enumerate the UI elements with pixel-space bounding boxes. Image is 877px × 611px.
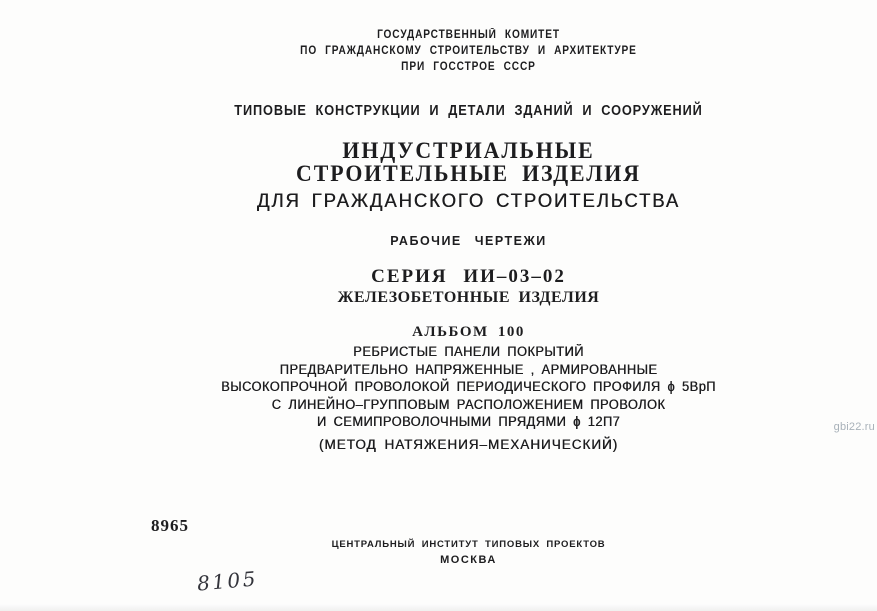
main-title-line-3: ДЛЯ ГРАЖДАНСКОГО СТРОИТЕЛЬСТВА bbox=[256, 190, 681, 212]
publisher-block bbox=[60, 539, 877, 566]
main-title-line-2: СТРОИТЕЛЬНЫЕ ИЗДЕЛИЯ bbox=[296, 161, 641, 186]
org-line-2: ПО ГРАЖДАНСКОМУ СТРОИТЕЛЬСТВУ И АРХИТЕКТУРЕ bbox=[300, 45, 637, 57]
series-category: ЖЕЛЕЗОБЕТОННЫЕ ИЗДЕЛИЯ bbox=[337, 289, 600, 306]
publisher-city: МОСКВА bbox=[440, 554, 497, 566]
org-header bbox=[109, 27, 828, 75]
order-number: 8965 bbox=[151, 516, 189, 535]
album-description-line: ПРЕДВАРИТЕЛЬНО НАПРЯЖЕННЫЕ , АРМИРОВАННЫЕ bbox=[279, 361, 658, 377]
working-drawings-caption: РАБОЧИЕ ЧЕРТЕЖИ bbox=[390, 234, 547, 248]
publisher-name: ЦЕНТРАЛЬНЫЙ ИНСТИТУТ ТИПОВЫХ ПРОЕКТОВ bbox=[331, 539, 606, 550]
tension-method-caption: (МЕТОД НАТЯЖЕНИЯ–МЕХАНИЧЕСКИЙ) bbox=[318, 437, 619, 452]
org-line-1: ГОСУДАРСТВЕННЫЙ КОМИТЕТ bbox=[377, 29, 560, 41]
album-description-line: И СЕМИПРОВОЛОЧНЫМИ ПРЯДЯМИ ϕ 12П7 bbox=[316, 414, 621, 429]
album-description-line: РЕБРИСТЫЕ ПАНЕЛИ ПОКРЫТИЙ bbox=[353, 344, 584, 359]
handwritten-inventory-number: 8105 bbox=[196, 566, 259, 596]
site-watermark: gbi22.ru bbox=[833, 421, 875, 433]
album-number: АЛЬБОМ 100 bbox=[412, 324, 525, 340]
doc-type-caption: ТИПОВЫЕ КОНСТРУКЦИИ И ДЕТАЛИ ЗДАНИЙ И СООРУЖЕНИЙ bbox=[234, 103, 703, 119]
series-number: СЕРИЯ ИИ–03–02 bbox=[371, 266, 566, 287]
album-description-line: ВЫСОКОПРОЧНОЙ ПРОВОЛОКОЙ ПЕРИОДИЧЕСКОГО ПРОФИЛЯ ϕ 5ВрП bbox=[221, 379, 716, 394]
org-line-3: ПРИ ГОССТРОЕ СССР bbox=[401, 61, 536, 73]
main-title bbox=[80, 139, 856, 213]
main-title-line-1: ИНДУСТРИАЛЬНЫЕ bbox=[342, 138, 595, 163]
scan-shadow-edge bbox=[0, 604, 877, 611]
album-description-line: С ЛИНЕЙНО–ГРУППОВЫМ РАСПОЛОЖЕНИЕМ ПРОВОЛОК bbox=[271, 396, 666, 412]
album-description bbox=[80, 343, 856, 431]
